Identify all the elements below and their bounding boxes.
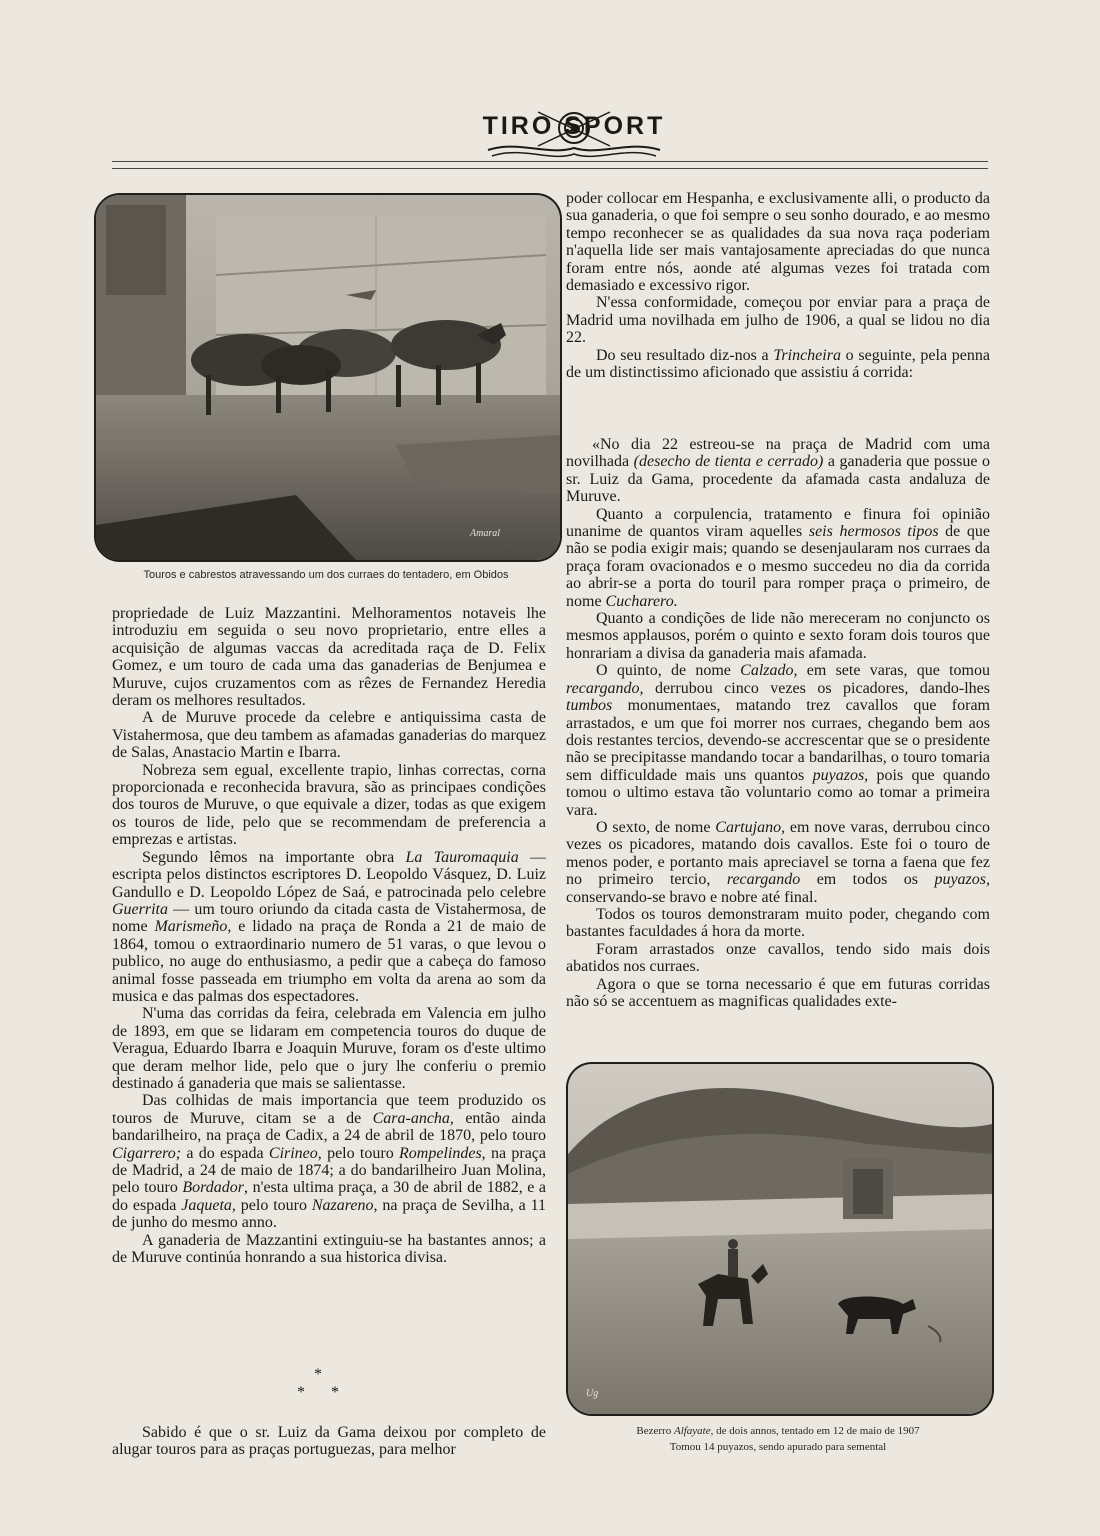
right-paragraph-1: poder collocar em Hespanha, e exclusivamente alli, o producto da sua ganaderia, o que foi sempre o seu sonho dourado, e ao mesmo tempo reconhecer se as qualidades da sua nova raça poderiam n'aquella lide ser mais vantajosamente apreciadas do que nunca foram entre nós, aonde até algumas vezes foi tratada com demasiado e excessivo rigor. <box>566 190 990 295</box>
left-paragraph-6: Das colhidas de mais importancia que teem produzido os touros de Muruve, citam se a de Cara-ancha, então ainda bandarilheiro, na praça de Cadix, a 24 de abril de 1870, pelo touro Cigarrero; a do espada Cirineo, pelo touro Rompelindes, na praça de Madrid, a 24 de maio de 1874; a do bandarilheiro Juan Molina, pelo touro Bordador, n'esta ultima praça, a 30 de abril de 1882, e a do espada Jaqueta, pelo touro Nazareno, na praça de Sevilha, a 11 de junho do mesmo anno. <box>112 1092 547 1232</box>
left-paragraph-5: N'uma das corridas da feira, celebrada em Valencia em julho de 1893, em que se lidaram em competencia touros do duque de Veragua, Eduardo Ibarra e Joaquin Muruve, foram os d'este ultimo que deram melhor lide, pelo que o jury lhe conferiu o premio destinado á ganaderia que mais se salientasse. <box>112 1005 546 1092</box>
asterisk: * <box>314 1366 322 1383</box>
quote-paragraph-2: Quanto a corpulencia, tratamento e finura foi opinião unanime de quantos viram aquelles seis hermosos tipos de que não se podia exigir mais; quando se desenjaularam nos curraes da praça foram ovacionados e o mesmo succedeu no dia da corrida ao abrir-se a porta do touril para romper praça o primeiro, de nome Cucharero. <box>566 505 990 610</box>
quote-paragraph-1: «No dia 22 estreou-se na praça de Madrid com uma novilhada (desecho de tienta e cerrado) a ganaderia que possue o sr. Luiz da Gama, procedente da afamada casta andaluza de Muruve. <box>566 436 991 506</box>
photo2-caption-name: Alfayate <box>673 1425 711 1437</box>
masthead-logo <box>478 106 670 164</box>
photo2-caption-line2: Tomou 14 puyazos, sendo apurado para semental <box>669 1441 887 1453</box>
right-column-quote <box>566 436 990 1010</box>
photo2-caption <box>566 1425 990 1437</box>
photo-bullfight-arena <box>566 1062 994 1416</box>
left-column <box>112 605 546 1266</box>
left-paragraph-4: Segundo lêmos na importante obra La Tauromaquia — escripta pelos distinctos escriptores D. Leopoldo Vásquez, D. Luiz Gandullo e D. Leopoldo López de Saá, e patrocinada pelo celebre Guerrita — um touro oriundo da citada casta de Vistahermosa, de nome Marismeño, e lidado na praça de Ronda a 21 de maio de 1864, tomou o extraordinario numero de 51 varas, o que levou o publico, no auge do enthusiasmo, a pedir que a cabeça do famoso animal fosse passeada em triumpho em volta da arena ao som da musica e das palmas dos espectadores. <box>112 848 547 1005</box>
left-paragraph-3: Nobreza sem egual, excellente trapio, linhas correctas, corna proporcionada e reconhecida bravura, são as principaes condições dos touros de Muruve, o que equivale a dizer, todas as que exigem os touros de lide, pelo que se recommendam de preferencia a emprezas e artistas. <box>112 761 546 849</box>
header-rule-top <box>112 161 988 162</box>
asterisk: * <box>331 1384 339 1401</box>
left-paragraph-8: Sabido é que o sr. Luiz da Gama deixou por completo de alugar touros para as praças portuguezas, para melhor <box>112 1424 546 1459</box>
left-paragraph-2: A de Muruve procede da celebre e antiquissima casta de Vistahermosa, que deu tambem as afamadas ganaderias do marquez de Salas, Anastacio Martin e Ibarra. <box>112 709 546 762</box>
quote-paragraph-4: O quinto, de nome Calzado, em sete varas, que tomou recargando, derrubou cinco vezes os picadores, dando-lhes tumbos monumentaes, matando trez cavallos que foram arrastados, e um que foi morrer nos curraes, chegando bem aos dois restantes tercios, devendo-se accrescentar que se o presidente não se precipitasse mandando tocar a bandarilhas, o touro tomaria sem difficuldade mais uns quantos puyazos, pois que quando tomou o ultimo estava tão voluntario como ao tomar a primeira vara. <box>566 662 991 819</box>
header-rule-bottom <box>112 168 988 169</box>
photo2-caption-prefix: Bezerro <box>636 1425 674 1437</box>
left-paragraph-1: propriedade de Luiz Mazzantini. Melhoramentos notaveis lhe introduziu em seguida o seu novo proprietario, entre elles a acquisição de algumas vaccas da acreditada raça de D. Felix Gomez, e um touro de cada uma das ganaderias de Benjumea e Muruve, cujos cruzamentos com as rêzes de Fernandez Heredia deram os melhores resultados. <box>112 605 546 710</box>
left-paragraph-7: A ganaderia de Mazzantini extinguiu-se ha bastantes annos; a de Muruve continúa honrando a sua historica divisa. <box>112 1231 546 1267</box>
photo1-caption: Touros e cabrestos atravessando um dos curraes do tentadero, em Obidos <box>143 569 509 581</box>
quote-paragraph-6: Todos os touros demonstraram muito poder, chegando com bastantes faculdades á hora da morte. <box>566 905 990 941</box>
left-column-end <box>112 1424 546 1459</box>
quote-paragraph-7: Foram arrastados onze cavallos, tendo sido mais dois abatidos nos curraes. <box>566 940 990 976</box>
photo-bulls-corral <box>94 193 562 562</box>
quote-paragraph-5: O sexto, de nome Cartujano, em nove varas, derrubou cinco vezes os picadores, matando dois cavallos. Este foi o touro de menos poder, e portanto mais apreciavel se torna a faena que fez no primeiro tercio, recargando em todos os puyazos, conservando-se bravo e nobre até final. <box>566 818 991 906</box>
quote-paragraph-8: Agora o que se torna necessario é que em futuras corridas não só se accentuem as magnificas qualidades exte- <box>566 975 990 1010</box>
asterisk: * <box>297 1384 305 1401</box>
right-paragraph-2: N'essa conformidade, começou por enviar para a praça de Madrid uma novilhada em julho de 1906, a qual se lidou no dia 22. <box>566 294 990 347</box>
photo1-signature: Amaral <box>470 528 500 539</box>
photo2-caption-suffix: , de dois annos, tentado em 12 de maio de 1907 <box>710 1425 920 1437</box>
right-column <box>566 190 990 381</box>
quote-paragraph-3: Quanto a condições de lide não mereceram no conjuncto os mesmos applausos, porém o quinto e sexto foram dois touros que honrariam a divisa da ganaderia mais afamada. <box>566 610 990 662</box>
section-break-asterisks <box>280 1366 340 1402</box>
photo2-signature: Ug <box>586 1388 599 1399</box>
logo-text: TIRO SPORT <box>482 112 666 140</box>
right-paragraph-3: Do seu resultado diz-nos a Trincheira o seguinte, pela penna de um distinctissimo aficionado que assistiu á corrida: <box>566 346 991 382</box>
